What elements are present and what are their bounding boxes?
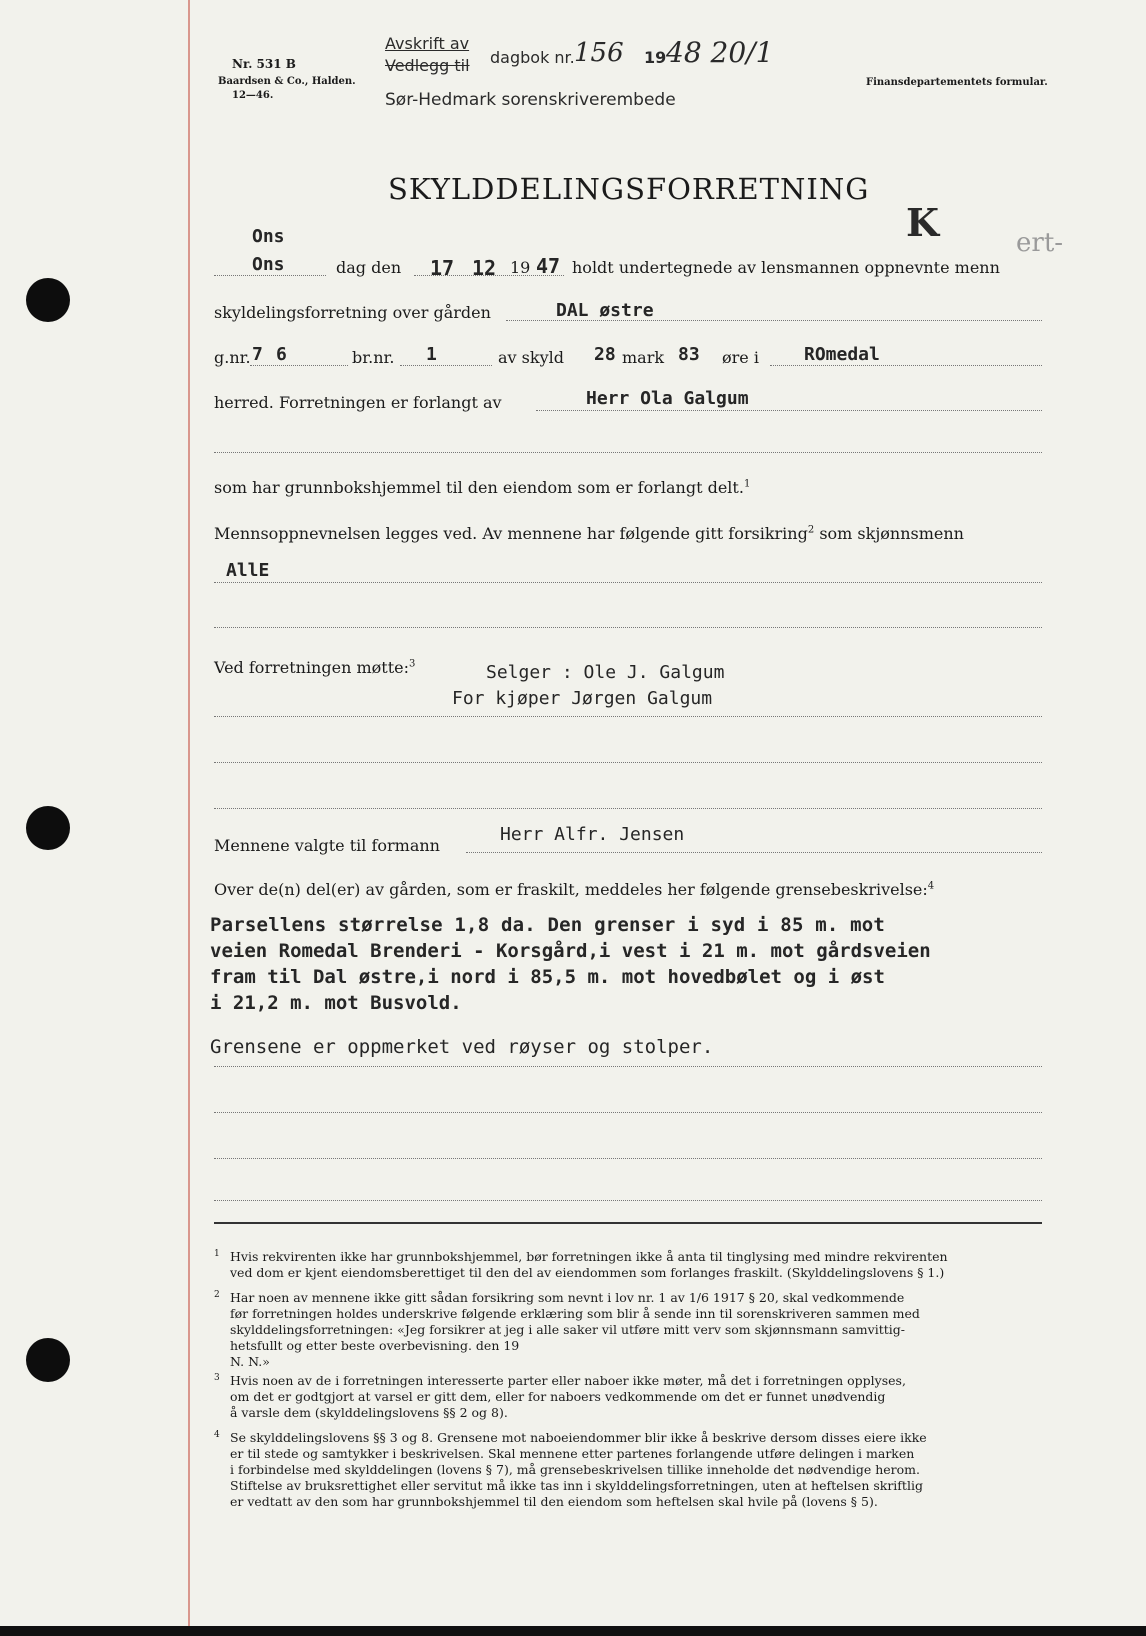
label-ore-i: øre i	[722, 348, 759, 367]
dagbok-year-date: 48 20/1	[666, 36, 774, 69]
chairman: Herr Alfr. Jensen	[500, 824, 685, 845]
date-year: 47	[536, 254, 561, 278]
label-year-prefix: 19	[510, 258, 531, 277]
weekday-typed-2: Ons	[252, 254, 285, 275]
border-line-5: Grensene er oppmerket ved røyser og stolper.	[210, 1036, 714, 1058]
border-line-1: Parsellens størrelse 1,8 da. Den grenser i syd i 85 m. mot	[210, 914, 886, 936]
date-day: 17	[430, 256, 455, 280]
line1-text: holdt undertegnede av lensmannen oppnevnte menn	[572, 258, 1000, 277]
punch-hole-middle	[26, 806, 70, 850]
border-line-3: fram til Dal østre,i nord i 85,5 m. mot hovedbølet og i øst	[210, 966, 885, 988]
label-gnr: g.nr.	[214, 348, 251, 367]
punch-hole-top	[26, 278, 70, 322]
attended-label: Ved forretningen møtte:$^3$	[214, 658, 416, 677]
farm-name: DAL østre	[556, 300, 654, 321]
date-month: 12	[472, 256, 497, 280]
footnote-2: 2 Har noen av mennene ikke gitt sådan forsikring som nevnt i lov nr. 1 av 1/6 1917 § 20, skal vedkommende før forretningen holdes underskrive følgende erklæring som blir å sende inn til sorenskriveren sammen med skylddelingsforretningen: «Jeg forsikrer at jeg i alle saker vil utføre mitt verv som skjønnsmann samvittig- hetsfullt og etter beste overbevisning. den 19 N. N.»	[214, 1290, 920, 1369]
footnote-1: 1 Hvis rekvirenten ikke har grunnbokshjemmel, bør forretningen ikke å anta til tinglysing med mindre rekvirenten ved dom er kjent eiendomsberettiget til den del av eiendommen som forlanges fraskilt. (Skylddelingslovens § 1.)	[214, 1249, 948, 1280]
scan-edge	[0, 1626, 1146, 1636]
dagbok-number: 156	[574, 38, 624, 68]
stamp-vedlegg: Vedlegg til	[385, 56, 470, 75]
footnote-divider	[214, 1222, 1042, 1224]
insured-men: AllE	[226, 560, 270, 581]
form-owner: Finansdepartementets formular.	[866, 77, 1048, 88]
form-number: Nr. 531 B	[232, 57, 296, 71]
gnr-value: 7	[252, 344, 263, 365]
stamp-office: Sør-Hedmark sorenskriverembede	[385, 90, 676, 110]
skyld-ore: 83	[678, 344, 700, 365]
border-line-4: i 21,2 m. mot Busvold.	[210, 992, 462, 1014]
attended-buyer: For kjøper Jørgen Galgum	[452, 688, 713, 709]
border-label: Over de(n) del(er) av gården, som er fraskilt, meddeles her følgende grensebeskrivelse:$^4$	[214, 880, 935, 899]
stamp-dagbok-label: dagbok nr.	[490, 48, 575, 67]
weekday-typed-1: Ons	[252, 226, 285, 247]
printer-name: Baardsen & Co., Halden.	[218, 76, 356, 87]
footnote-4: 4 Se skylddelingslovens §§ 3 og 8. Grensene mot naboeiendommer blir ikke å beskrive dersom disses eiere ikke er til stede og samtykker i beskrivelsen. Skal mennene etter partenes forlangende utføre delingen i marken i forbindelse med skylddelingen (lovens § 7), må grensebeskrivelsen tillike inneholde det nødvendige herom. Stiftelse av bruksrettighet eller servitut må ikke tas inn i skylddelingsforretningen, uten at heftelsen skriftlig er vedtatt av den som har grunnbokshjemmel til den eiendom som heftelsen skal hvile på (lovens § 5).	[214, 1430, 927, 1509]
label-herred: herred. Forretningen er forlangt av	[214, 393, 502, 412]
margin-stamp-k: K	[906, 200, 940, 245]
gnr-value-b: 6	[276, 344, 287, 365]
footnote-3: 3 Hvis noen av de i forretningen interesserte parter eller naboer ikke møter, må det i forretningen opplyses, om det er godtgjort at varsel er gitt dem, eller for naboers vedkommende om det er funnet unødvendig å varsle dem (skylddelingslovens §§ 2 og 8).	[214, 1373, 906, 1420]
municipality: ROmedal	[804, 344, 880, 365]
document-title: SKYLDDELINGSFORRETNING	[388, 172, 870, 206]
chair-label: Mennene valgte til formann	[214, 836, 440, 855]
label-dag-den: dag den	[336, 258, 402, 277]
attended-seller: Selger : Ole J. Galgum	[486, 662, 725, 683]
skyld-mark: 28	[594, 344, 616, 365]
menn-text: Mennsoppnevnelsen legges ved. Av mennene har følgende gitt forsikring$^2$ som skjønnsmenn	[214, 524, 964, 543]
brnr-value: 1	[426, 344, 437, 365]
margin-rule	[188, 0, 190, 1636]
label-mark: mark	[622, 348, 665, 367]
label-av-skyld: av skyld	[498, 348, 564, 367]
stamp-avskrift: Avskrift av	[385, 34, 470, 53]
stamp-year-prefix: 19	[644, 48, 667, 67]
requested-by: Herr Ola Galgum	[586, 388, 749, 409]
border-line-2: veien Romedal Brenderi - Korsgård,i vest i 21 m. mot gårdsveien	[210, 940, 931, 962]
punch-hole-bottom	[26, 1338, 70, 1382]
hjemmel-text: som har grunnbokshjemmel til den eiendom som er forlangt delt.$^1$	[214, 478, 751, 497]
margin-stamp-ert: ert-	[1016, 228, 1064, 258]
print-date: 12—46.	[232, 90, 274, 101]
label-brnr: br.nr.	[352, 348, 395, 367]
label-over-garden: skyldelingsforretning over gården	[214, 303, 491, 322]
